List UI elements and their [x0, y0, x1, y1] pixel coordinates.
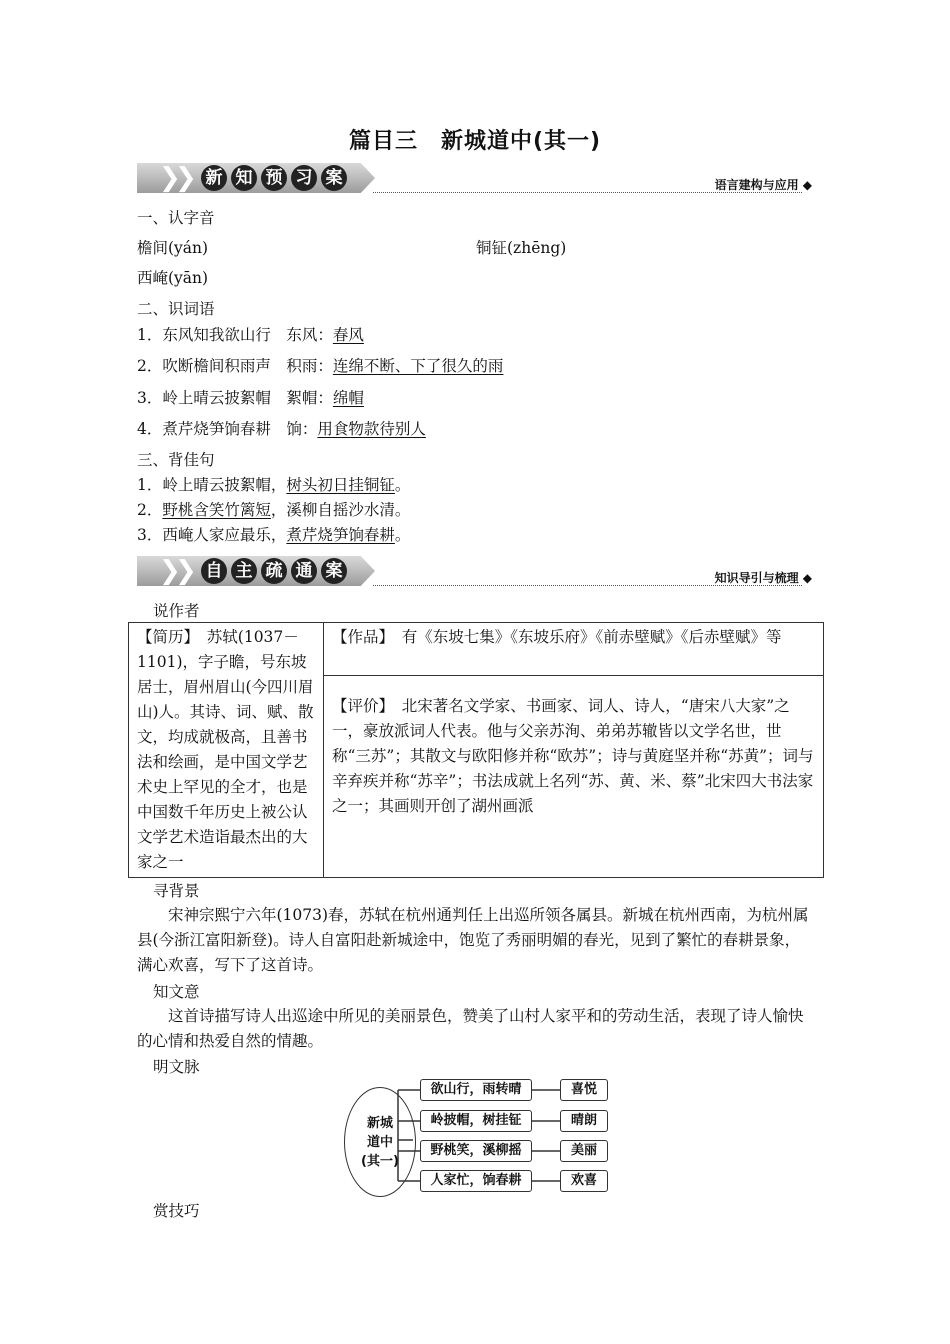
banner-subtitle: 语言建构与应用 ◆ — [714, 178, 812, 192]
author-works-cell: 【作品】 有《东坡七集》《东坡乐府》《前赤壁赋》《后赤壁赋》等 — [324, 623, 824, 676]
banner-char: 案 — [321, 558, 347, 584]
structure-scene-box: 野桃笑，溪柳摇 — [420, 1140, 532, 1162]
structure-scene-box: 人家忙，饷春耕 — [420, 1170, 532, 1192]
section-heading: 二、识词语 — [137, 300, 215, 318]
vocab-item: 4．煮芹烧笋饷春耕 饷：用食物款待别人 — [137, 420, 426, 438]
banner-char: 通 — [291, 558, 317, 584]
quote-item: 2．野桃含笑竹篱短，溪柳自摇沙水清。 — [137, 501, 411, 519]
vocab-item: 1．东风知我欲山行 东风：春风 — [137, 326, 364, 344]
subsection-label: 说作者 — [153, 602, 200, 620]
subsection-label: 明文脉 — [153, 1058, 200, 1076]
quote-item: 3．西崦人家应最乐，煮芹烧笋饷春耕。 — [137, 526, 411, 544]
structure-scene-box: 欲山行，雨转晴 — [420, 1079, 532, 1101]
subsection-label: 赏技巧 — [153, 1202, 200, 1220]
banner-char: 知 — [231, 165, 257, 191]
banner-char: 案 — [321, 165, 347, 191]
chevron-right-icon: ❯ — [175, 163, 197, 193]
structure-feeling-box: 美丽 — [560, 1140, 608, 1162]
pinyin-item: 铜钲(zhēng) — [476, 239, 567, 257]
chevron-right-icon: ❯ — [159, 163, 181, 193]
vocab-item: 3．岭上晴云披絮帽 絮帽：绵帽 — [137, 389, 364, 407]
structure-feeling-box: 欢喜 — [560, 1170, 608, 1192]
banner-char: 预 — [261, 165, 287, 191]
pinyin-item: 西崦(yān) — [137, 269, 209, 287]
quote-item: 1．岭上晴云披絮帽，树头初日挂铜钲。 — [137, 476, 411, 494]
author-bio-cell: 【简历】 苏轼(1037－1101)，字子瞻，号东坡居士，眉州眉山(今四川眉山)人。其诗、词、赋、散文，均成就极高，且善书法和绘画，是中国文学艺术史上罕见的全才，也是中国数千年历史上被公认文学艺术造诣最杰出的大家之一 — [129, 623, 324, 878]
section-heading: 一、认字音 — [137, 209, 215, 227]
subsection-label: 寻背景 — [153, 882, 200, 900]
subsection-label: 知文意 — [153, 983, 200, 1001]
vocab-item: 2．吹断檐间积雨声 积雨：连绵不断、下了很久的雨 — [137, 357, 504, 375]
background-text: 宋神宗熙宁六年(1073)春，苏轼在杭州通判任上出巡所领各属县。新城在杭州西南，为杭州属县(今浙江富阳新登)。诗人自富阳赴新城途中，饱览了秀丽明媚的春光，见到了繁忙的春耕景象，满心欢喜，写下了这首诗。 — [137, 906, 809, 974]
meaning-text: 这首诗描写诗人出巡途中所见的美丽景色，赞美了山村人家平和的劳动生活，表现了诗人愉快的心情和热爱自然的情趣。 — [137, 1007, 804, 1050]
page-title: 篇目三 新城道中(其一) — [348, 129, 602, 154]
author-eval-cell: 【评价】 北宋著名文学家、书画家、词人、诗人，“唐宋八大家”之一，豪放派词人代表。他与父亲苏洵、弟弟苏辙皆以文学名世，世称“三苏”；其散文与欧阳修并称“欧苏”；诗与黄庭坚并称“苏黄”；词与辛弃疾并称“苏辛”；书法成就上名列“苏、黄、米、蔡”北宋四大书法家之一；其画则开创了湖州画派 — [324, 676, 824, 878]
structure-feeling-box: 晴朗 — [560, 1110, 608, 1132]
section-heading: 三、背佳句 — [137, 451, 215, 469]
banner-subtitle: 知识导引与梳理 ◆ — [714, 571, 812, 585]
pinyin-item: 檐间(yán) — [137, 239, 209, 257]
banner-char: 自 — [201, 558, 227, 584]
chevron-right-icon: ❯ — [159, 556, 181, 586]
structure-center-node: 新城 道中 (其一) — [344, 1087, 416, 1197]
banner-char: 习 — [291, 165, 317, 191]
banner-char: 新 — [201, 165, 227, 191]
banner-char: 主 — [231, 558, 257, 584]
chevron-right-icon: ❯ — [175, 556, 197, 586]
banner-char: 疏 — [261, 558, 287, 584]
structure-feeling-box: 喜悦 — [560, 1079, 608, 1101]
structure-scene-box: 岭披帽，树挂钲 — [420, 1110, 532, 1132]
